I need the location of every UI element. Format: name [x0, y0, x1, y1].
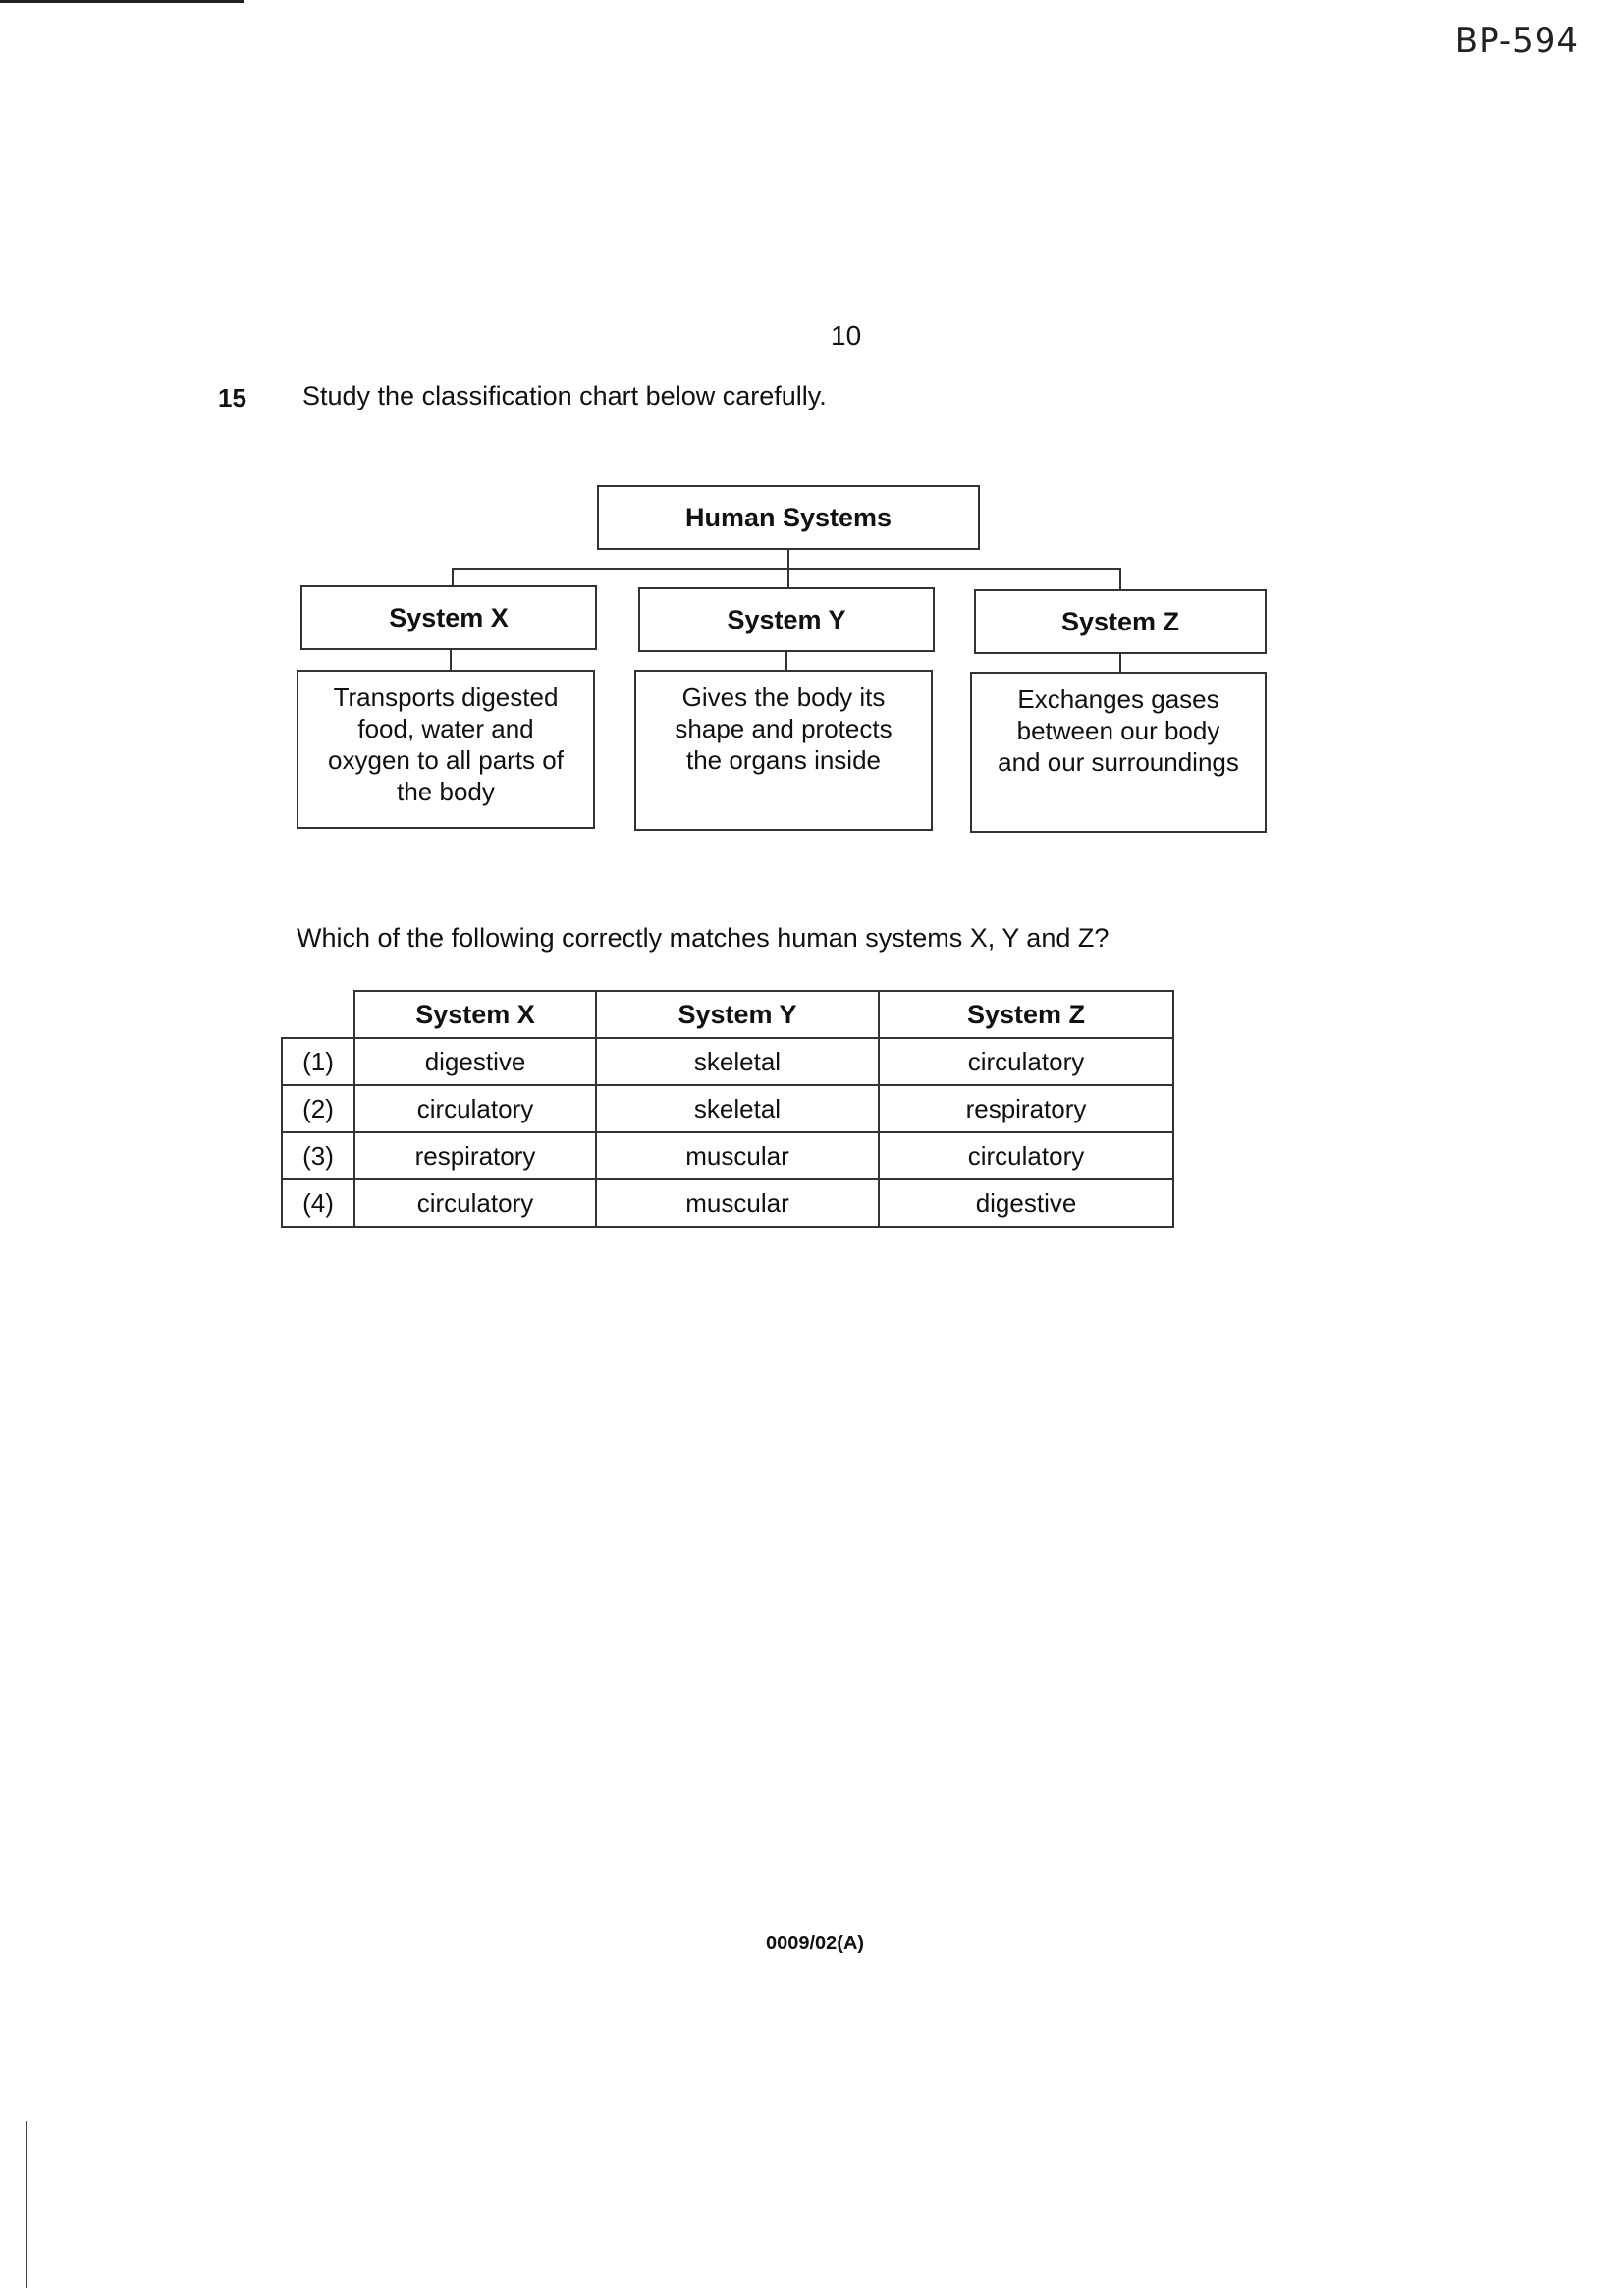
system-y-description: Gives the body its shape and protects the organs inside: [675, 683, 893, 775]
options-header-row: [282, 991, 1173, 1038]
option-3-system-y: muscular: [596, 1132, 879, 1179]
system-x-description-box: [297, 670, 595, 829]
classification-chart: [295, 481, 1267, 854]
connector-x-desc: [450, 650, 452, 670]
margin-line: [26, 2121, 27, 2288]
option-1-system-x: digestive: [354, 1038, 596, 1085]
option-4-system-z: digestive: [879, 1179, 1173, 1227]
option-2-system-y: skeletal: [596, 1085, 879, 1132]
system-x-description: Transports digested food, water and oxygen to all parts of the body: [328, 683, 564, 806]
option-2-system-z: respiratory: [879, 1085, 1173, 1132]
option-label: (3): [282, 1132, 354, 1179]
header-system-y: System Y: [596, 991, 879, 1038]
connector-z-desc: [1119, 654, 1121, 672]
option-row-1[interactable]: [282, 1038, 1173, 1085]
system-x-box: [300, 585, 597, 650]
option-label: (4): [282, 1179, 354, 1227]
system-z-title: System Z: [1060, 606, 1180, 636]
option-3-system-x: respiratory: [354, 1132, 596, 1179]
system-y-title: System Y: [727, 604, 846, 634]
system-z-box: [974, 589, 1267, 654]
chart-root-box: [597, 485, 980, 550]
connector-z-down: [1119, 568, 1121, 589]
option-label: (2): [282, 1085, 354, 1132]
top-rule: [0, 0, 244, 3]
connector-x-down: [452, 568, 454, 587]
option-2-system-x: circulatory: [354, 1085, 596, 1132]
footer-code: 0009/02(A): [766, 1933, 865, 1954]
system-z-description-box: [970, 672, 1267, 833]
options-corner-cell: [282, 991, 354, 1038]
page-number: 10: [831, 320, 862, 351]
chart-root-label: Human Systems: [684, 502, 893, 532]
question-number: 15: [218, 383, 246, 412]
connector-horizontal: [452, 568, 1121, 570]
question-stem: Which of the following correctly matches human systems X, Y and Z?: [297, 923, 1110, 953]
option-1-system-y: skeletal: [596, 1038, 879, 1085]
system-x-title: System X: [389, 602, 509, 632]
option-row-3[interactable]: [282, 1132, 1173, 1179]
system-z-description: Exchanges gases between our body and our surroundings: [998, 684, 1239, 777]
system-y-box: [638, 587, 935, 652]
option-1-system-z: circulatory: [879, 1038, 1173, 1085]
paper-code: BP-594: [1454, 22, 1579, 61]
options-table: [281, 990, 1174, 1228]
option-3-system-z: circulatory: [879, 1132, 1173, 1179]
question-intro: Study the classification chart below carefully.: [302, 381, 827, 410]
header-system-z: System Z: [879, 991, 1173, 1038]
option-4-system-x: circulatory: [354, 1179, 596, 1227]
option-label: (1): [282, 1038, 354, 1085]
connector-y-desc: [785, 652, 787, 670]
option-row-4[interactable]: [282, 1179, 1173, 1227]
option-4-system-y: muscular: [596, 1179, 879, 1227]
header-system-x: System X: [354, 991, 596, 1038]
option-row-2[interactable]: [282, 1085, 1173, 1132]
system-y-description-box: [634, 670, 933, 831]
